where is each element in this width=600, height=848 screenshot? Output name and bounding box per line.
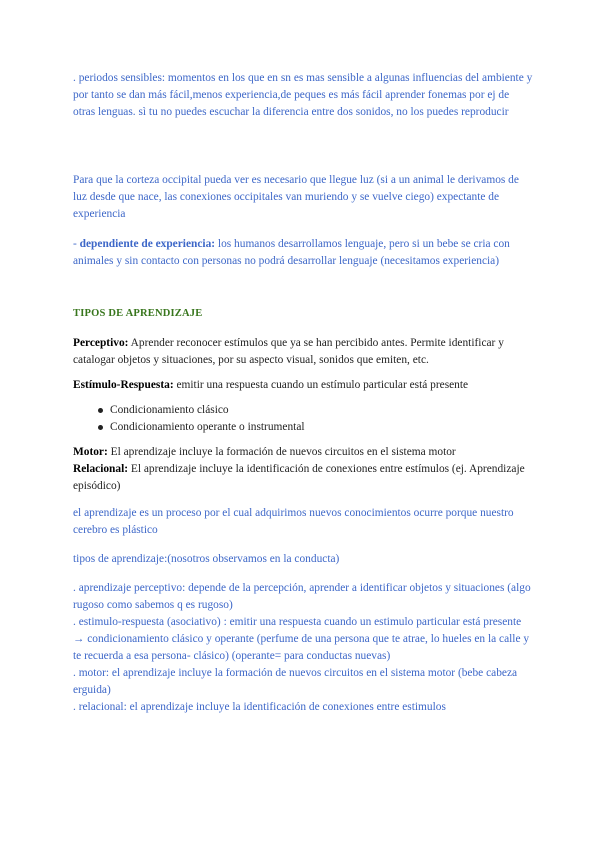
bullet-icon — [98, 408, 103, 413]
note-estimulo-respuesta: . estimulo-respuesta (asociativo) : emitir una respuesta cuando un estimulo particular está presente → condicionamiento clásico y operante (perfume de una persona que te atrae, lo hueles en la calle y te recuerda a esa persona- clásico) (operante= para conductas nuevas) — [73, 616, 530, 662]
experience-dependent-paragraph — [73, 236, 533, 270]
perceptivo-term: Perceptivo: — [73, 337, 129, 349]
learning-definition-paragraph: el aprendizaje es un proceso por el cual adquirimos nuevos conocimientos ocurre porque nuestro cerebro es plástico — [73, 507, 514, 536]
estimulo-paragraph — [73, 377, 533, 394]
perceptivo-paragraph — [73, 335, 533, 369]
conditioning-list — [73, 402, 533, 436]
list-item — [110, 402, 533, 419]
sensitive-periods-paragraph: . periodos sensibles: momentos en los que en sn es mas sensible a algunas influencias del ambiente y por tanto se dan más fácil,menos experiencia,de peques es más fácil aprender fonemas por ej de otras lenguas. sì tu no puedes escuchar la diferencia entre dos sonidos, no los puedes reproducir — [73, 72, 533, 118]
document-page — [73, 70, 533, 716]
experience-dependent-term: dependiente de experiencia: — [79, 238, 216, 250]
note-perceptivo: . aprendizaje perceptivo: depende de la percepción, aprender a identificar objetos y situaciones (algo rugoso como sabemos q es rugoso) — [73, 582, 531, 611]
occipital-cortex-paragraph: Para que la corteza occipital pueda ver es necesario que llegue luz (si a un animal le derivamos de luz desde que nace, las conexiones occipitales van muriendo y se vuelve ciego) expectante de experiencia — [73, 174, 519, 220]
relacional-paragraph — [73, 461, 533, 495]
section-heading: TIPOS DE APRENDIZAJE — [73, 308, 203, 319]
list-item-text: Condicionamiento clásico — [110, 404, 229, 416]
experience-dependent-text: los humanos desarrollamos lenguaje, pero si un bebe se cria con animales y sin contacto con personas no podrá desarrollar lenguaje (necesitamos experiencia) — [73, 238, 510, 267]
motor-text: El aprendizaje incluye la formación de nuevos circuitos en el sistema motor — [107, 446, 456, 458]
motor-paragraph — [73, 444, 533, 461]
learning-types-paragraph: tipos de aprendizaje:(nosotros observamos en la conducta) — [73, 553, 340, 565]
bullet-icon — [98, 425, 103, 430]
perceptivo-text: Aprender reconocer estímulos que ya se han percibido antes. Permite identificar y catalogar objetos y situaciones, por su aspecto visual, sonidos que emiten, etc. — [73, 337, 504, 366]
relacional-term: Relacional: — [73, 463, 129, 475]
note-motor: . motor: el aprendizaje incluye la formación de nuevos circuitos en el sistema motor (bebe cabeza erguida) — [73, 667, 518, 696]
list-item — [110, 419, 533, 436]
note-relacional: . relacional: el aprendizaje incluye la identificación de conexiones entre estimulos — [73, 701, 446, 713]
estimulo-term: Estímulo-Respuesta: — [73, 379, 174, 391]
estimulo-text: emitir una respuesta cuando un estímulo particular está presente — [173, 379, 469, 391]
list-item-text: Condicionamiento operante o instrumental — [110, 421, 305, 433]
relacional-text: El aprendizaje incluye la identificación de conexiones entre estímulos (ej. Aprendizaje episódico) — [73, 463, 525, 492]
motor-term: Motor: — [73, 446, 108, 458]
dash-prefix: - — [73, 238, 80, 250]
